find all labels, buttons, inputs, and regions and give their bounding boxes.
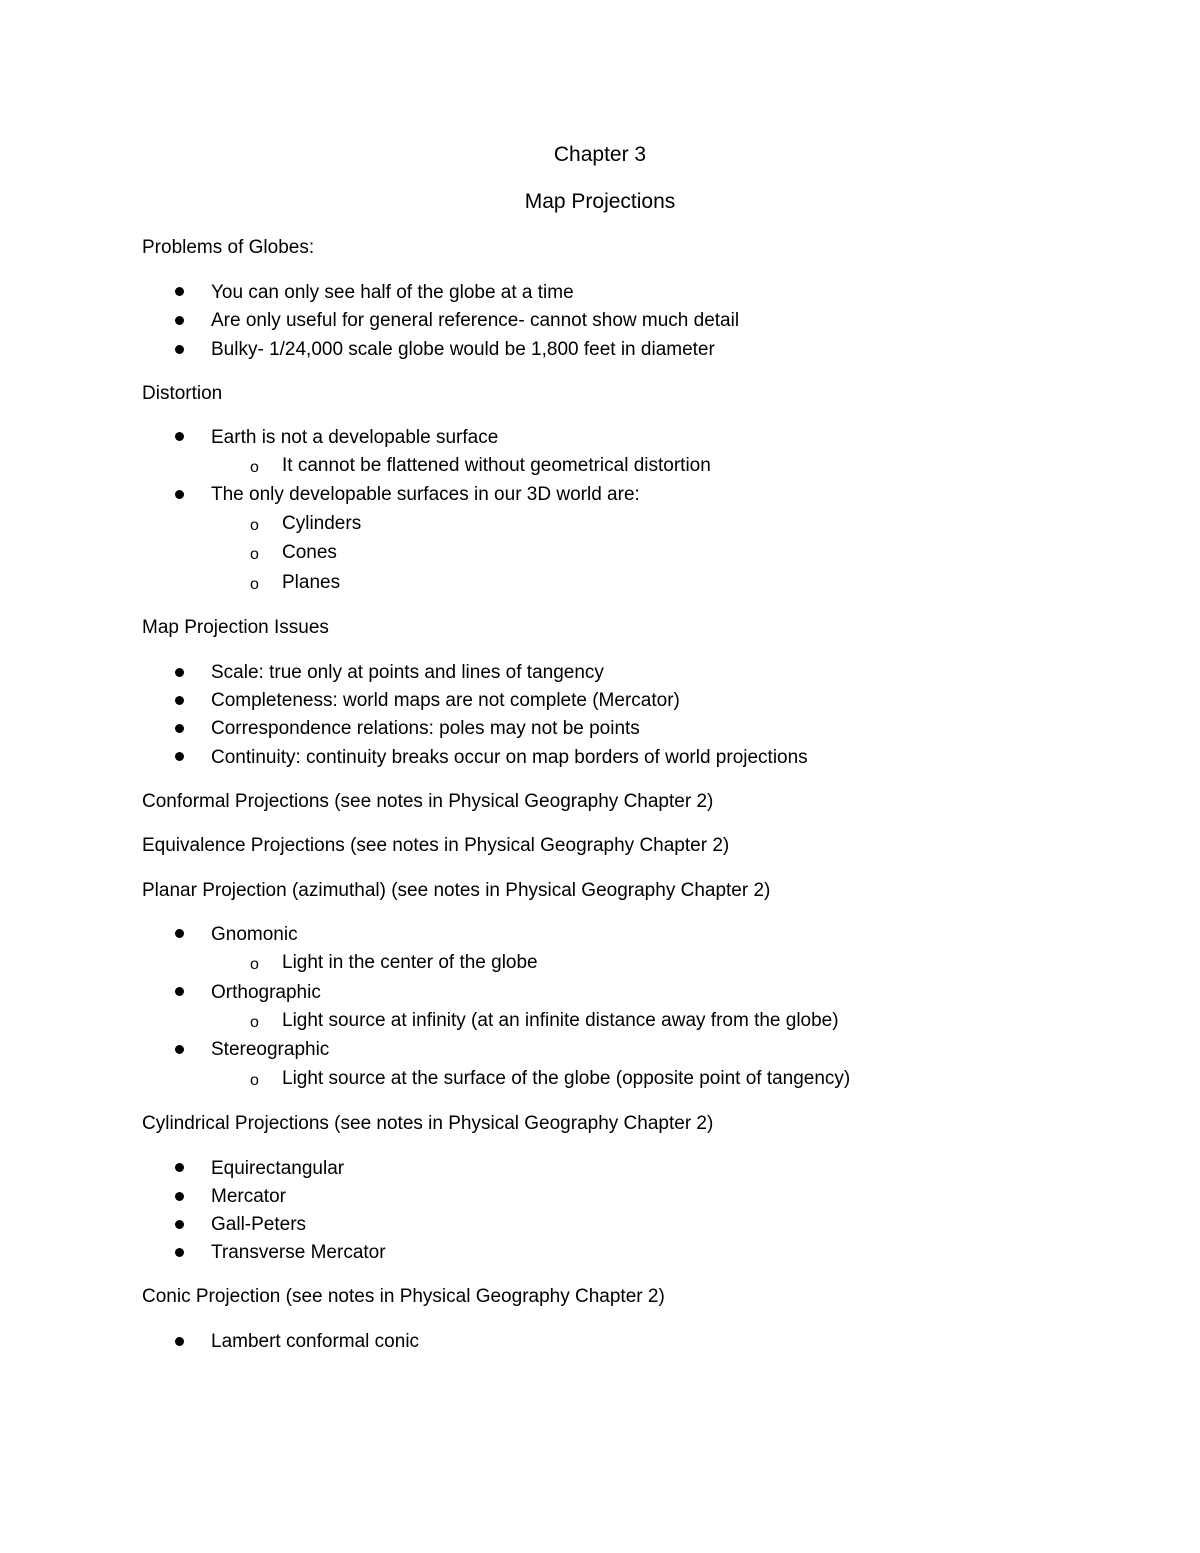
list-item: Continuity: continuity breaks occur on map borders of world projections bbox=[211, 747, 808, 768]
bullet-icon bbox=[175, 752, 184, 761]
list-item: You can only see half of the globe at a time bbox=[211, 282, 574, 303]
sub-list-item: Light in the center of the globe bbox=[282, 952, 538, 973]
bullet-icon bbox=[175, 490, 184, 499]
bullet-icon bbox=[175, 1045, 184, 1054]
sub-bullet-icon: o bbox=[250, 517, 259, 534]
list-item: Stereographic bbox=[211, 1039, 330, 1060]
section-heading-conic: Conic Projection (see notes in Physical Geography Chapter 2) bbox=[142, 1286, 665, 1307]
list-item: Earth is not a developable surface bbox=[211, 427, 499, 448]
bullet-icon bbox=[175, 1163, 184, 1172]
bullet-icon bbox=[175, 929, 184, 938]
list-item: Orthographic bbox=[211, 982, 321, 1003]
section-heading-distortion: Distortion bbox=[142, 383, 223, 404]
list-item: Are only useful for general reference- cannot show much detail bbox=[211, 310, 740, 331]
list-item: Scale: true only at points and lines of tangency bbox=[211, 662, 604, 683]
sub-list-item: Light source at the surface of the globe (opposite point of tangency) bbox=[282, 1068, 851, 1089]
sub-list-item: It cannot be flattened without geometrical distortion bbox=[282, 455, 711, 476]
section-heading-planar: Planar Projection (azimuthal) (see notes in Physical Geography Chapter 2) bbox=[142, 880, 771, 901]
list-item: Mercator bbox=[211, 1186, 286, 1207]
bullet-icon bbox=[175, 345, 184, 354]
bullet-icon bbox=[175, 287, 184, 296]
sub-bullet-icon: o bbox=[250, 546, 259, 563]
section-heading-cylindrical: Cylindrical Projections (see notes in Physical Geography Chapter 2) bbox=[142, 1113, 714, 1134]
bullet-icon bbox=[175, 668, 184, 677]
bullet-icon bbox=[175, 724, 184, 733]
list-item: Bulky- 1/24,000 scale globe would be 1,800 feet in diameter bbox=[211, 339, 715, 360]
bullet-icon bbox=[175, 987, 184, 996]
section-heading-problems: Problems of Globes: bbox=[142, 237, 315, 258]
sub-list-item: Cylinders bbox=[282, 513, 362, 534]
sub-bullet-icon: o bbox=[250, 1072, 259, 1089]
list-item: Completeness: world maps are not complete (Mercator) bbox=[211, 690, 680, 711]
section-heading-issues: Map Projection Issues bbox=[142, 617, 329, 638]
bullet-icon bbox=[175, 1337, 184, 1346]
list-item: Correspondence relations: poles may not be points bbox=[211, 718, 640, 739]
list-item: The only developable surfaces in our 3D world are: bbox=[211, 484, 640, 505]
sub-bullet-icon: o bbox=[250, 1014, 259, 1031]
sub-bullet-icon: o bbox=[250, 459, 259, 476]
sub-list-item: Cones bbox=[282, 542, 337, 563]
chapter-subtitle: Map Projections bbox=[524, 190, 676, 213]
bullet-icon bbox=[175, 1248, 184, 1257]
list-item: Equirectangular bbox=[211, 1158, 345, 1179]
list-item: Transverse Mercator bbox=[211, 1242, 386, 1263]
bullet-icon bbox=[175, 1192, 184, 1201]
section-heading-conformal: Conformal Projections (see notes in Physical Geography Chapter 2) bbox=[142, 791, 714, 812]
sub-bullet-icon: o bbox=[250, 956, 259, 973]
section-heading-equivalence: Equivalence Projections (see notes in Physical Geography Chapter 2) bbox=[142, 835, 730, 856]
sub-list-item: Light source at infinity (at an infinite distance away from the globe) bbox=[282, 1010, 839, 1031]
list-item: Gnomonic bbox=[211, 924, 298, 945]
bullet-icon bbox=[175, 316, 184, 325]
sub-bullet-icon: o bbox=[250, 576, 259, 593]
sub-list-item: Planes bbox=[282, 572, 341, 593]
list-item: Gall-Peters bbox=[211, 1214, 307, 1235]
chapter-title: Chapter 3 bbox=[553, 143, 647, 166]
list-item: Lambert conformal conic bbox=[211, 1331, 420, 1352]
bullet-icon bbox=[175, 1220, 184, 1229]
bullet-icon bbox=[175, 696, 184, 705]
bullet-icon bbox=[175, 432, 184, 441]
